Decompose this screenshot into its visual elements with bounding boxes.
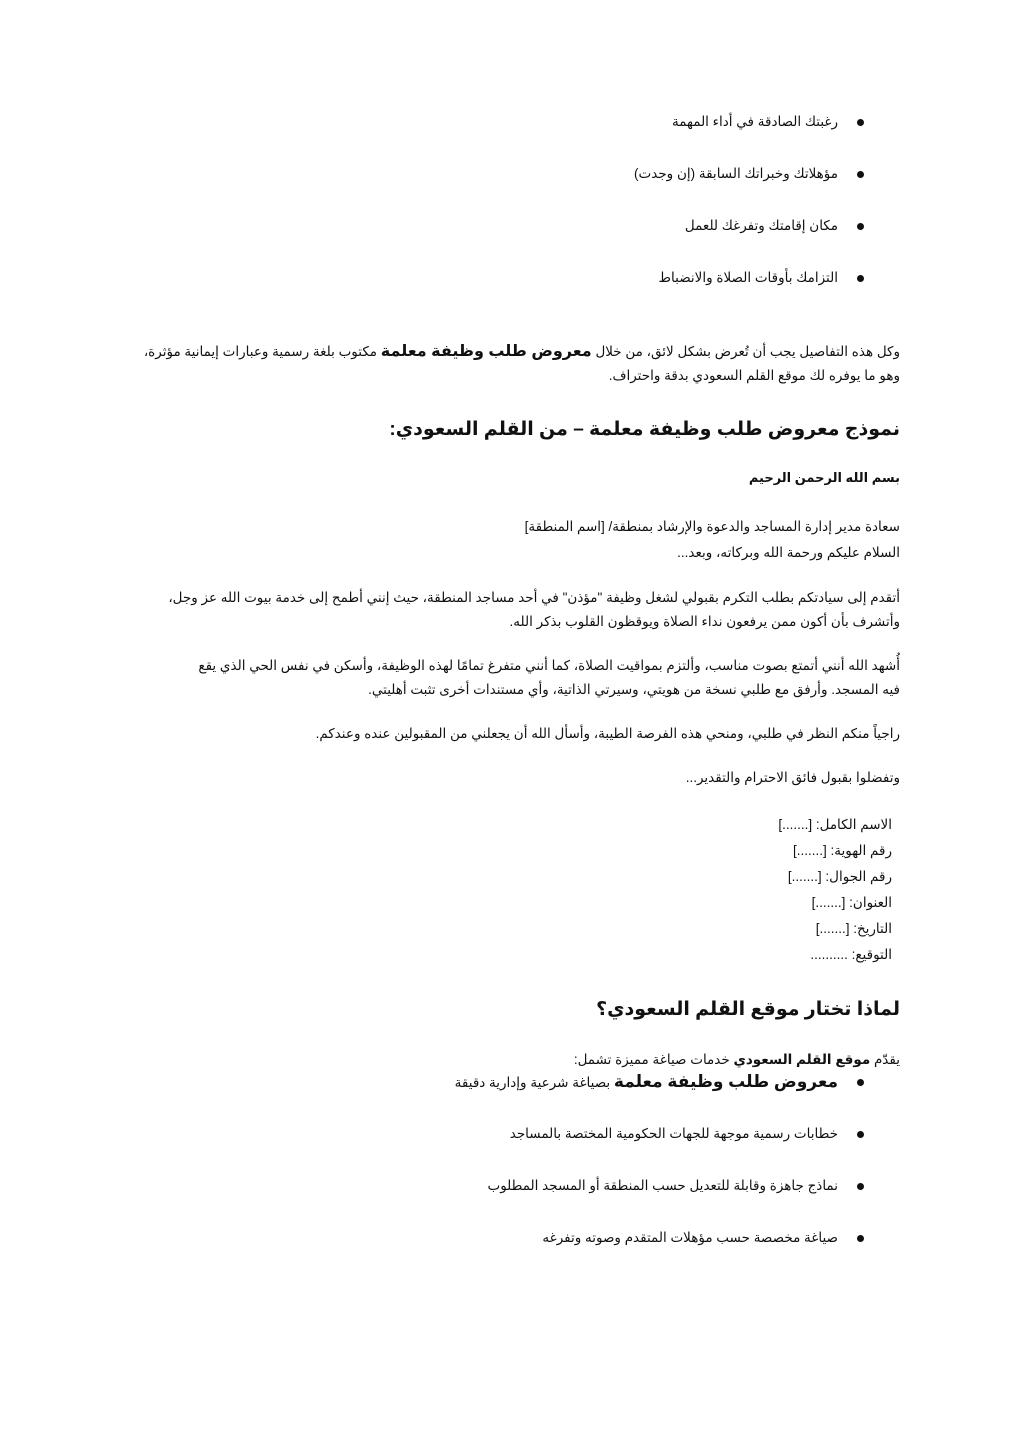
paragraph-line: وأتشرف بأن أكون ممن يرفعون نداء الصلاة ويوقظون القلوب بذكر الله. [509,614,900,629]
services-intro-end: خدمات صياغة مميزة تشمل: [573,1052,734,1067]
intro-bold-phrase: معروض طلب وظيفة معلمة [380,343,592,360]
letter-paragraph: راجياً منكم النظر في طلبي، ومنحي هذه الفرصة الطيبة، وأسأل الله أن يجعلني من المقبولين عنده وعندكم. [315,726,900,741]
list-item: رغبتك الصادقة في أداء المهمة [124,112,900,164]
why-heading: لماذا تختار موقع القلم السعودي؟ [596,999,900,1020]
basmala: بسم الله الرحمن الرحيم [748,470,900,485]
addressee-line: سعادة مدير إدارة المساجد والدعوة والإرشاد بمنطقة/ [اسم المنطقة] [524,519,900,534]
list-item: صياغة مخصصة حسب مؤهلات المتقدم وصوته وتفرغه [124,1228,900,1280]
intro-text-end: مكتوب بلغة رسمية وعبارات إيمانية مؤثرة، وهو ما يوفره لك موقع القلم السعودي بدقة واحتراف. [143,344,900,383]
service-bold-phrase: معروض طلب وظيفة معلمة [613,1072,838,1091]
requirements-list [124,112,900,320]
signature-address: العنوان: [.......] [811,895,892,910]
list-item: خطابات رسمية موجهة للجهات الحكومية المختصة بالمساجد [124,1124,900,1176]
signature-date: التاريخ: [.......] [815,921,892,936]
list-item: التزامك بأوقات الصلاة والانضباط [124,268,900,320]
letter-greeting [124,514,900,566]
signature-sign: التوقيع: .......... [810,947,892,962]
list-item: نماذج جاهزة وقابلة للتعديل حسب المنطقة أو المسجد المطلوب [124,1176,900,1228]
list-item [124,1072,900,1124]
signature-mobile: رقم الجوال: [.......] [787,869,892,884]
services-list [124,1072,900,1280]
paragraph-line: فيه المسجد. وأرفق مع طلبي نسخة من هويتي، وسيرتي الذاتية، وأي مستندات أخرى تثبت أهليتي. [368,682,900,697]
services-intro-start: يقدّم [870,1052,900,1067]
letter-closing: وتفضلوا بقبول فائق الاحترام والتقدير... [685,770,900,785]
sample-heading: نموذج معروض طلب وظيفة معلمة – من القلم السعودي: [389,419,900,440]
document-content [124,112,900,1280]
signature-id: رقم الهوية: [.......] [792,843,892,858]
intro-paragraph [124,340,900,388]
signature-name: الاسم الكامل: [.......] [778,817,892,832]
letter-paragraph [124,586,900,634]
list-item: مكان إقامتك وتفرغك للعمل [124,216,900,268]
intro-text-start: وكل هذه التفاصيل يجب أن تُعرض بشكل لائق، من خلال [591,344,900,359]
paragraph-line: أُشهد الله أنني أتمتع بصوت مناسب، وألتزم بمواقيت الصلاة، كما أنني متفرغ تمامًا لهذه الوظيفة، وأسكن في نفس الحي الذي يقع [198,658,900,673]
list-item: مؤهلاتك وخبراتك السابقة (إن وجدت) [124,164,900,216]
services-intro [124,1048,900,1072]
service-text: بصياغة شرعية وإدارية دقيقة [454,1075,614,1090]
paragraph-line: أتقدم إلى سيادتكم بطلب التكرم بقبولي لشغل وظيفة "مؤذن" في أحد مساجد المنطقة، حيث إنني أطمح إلى خدمة بيوت الله عز وجل، [168,590,900,605]
signature-block [124,812,900,968]
letter-paragraph [124,654,900,702]
services-intro-bold: موقع القلم السعودي [733,1052,871,1067]
salutation-line: السلام عليكم ورحمة الله وبركاته، وبعد... [677,545,900,560]
